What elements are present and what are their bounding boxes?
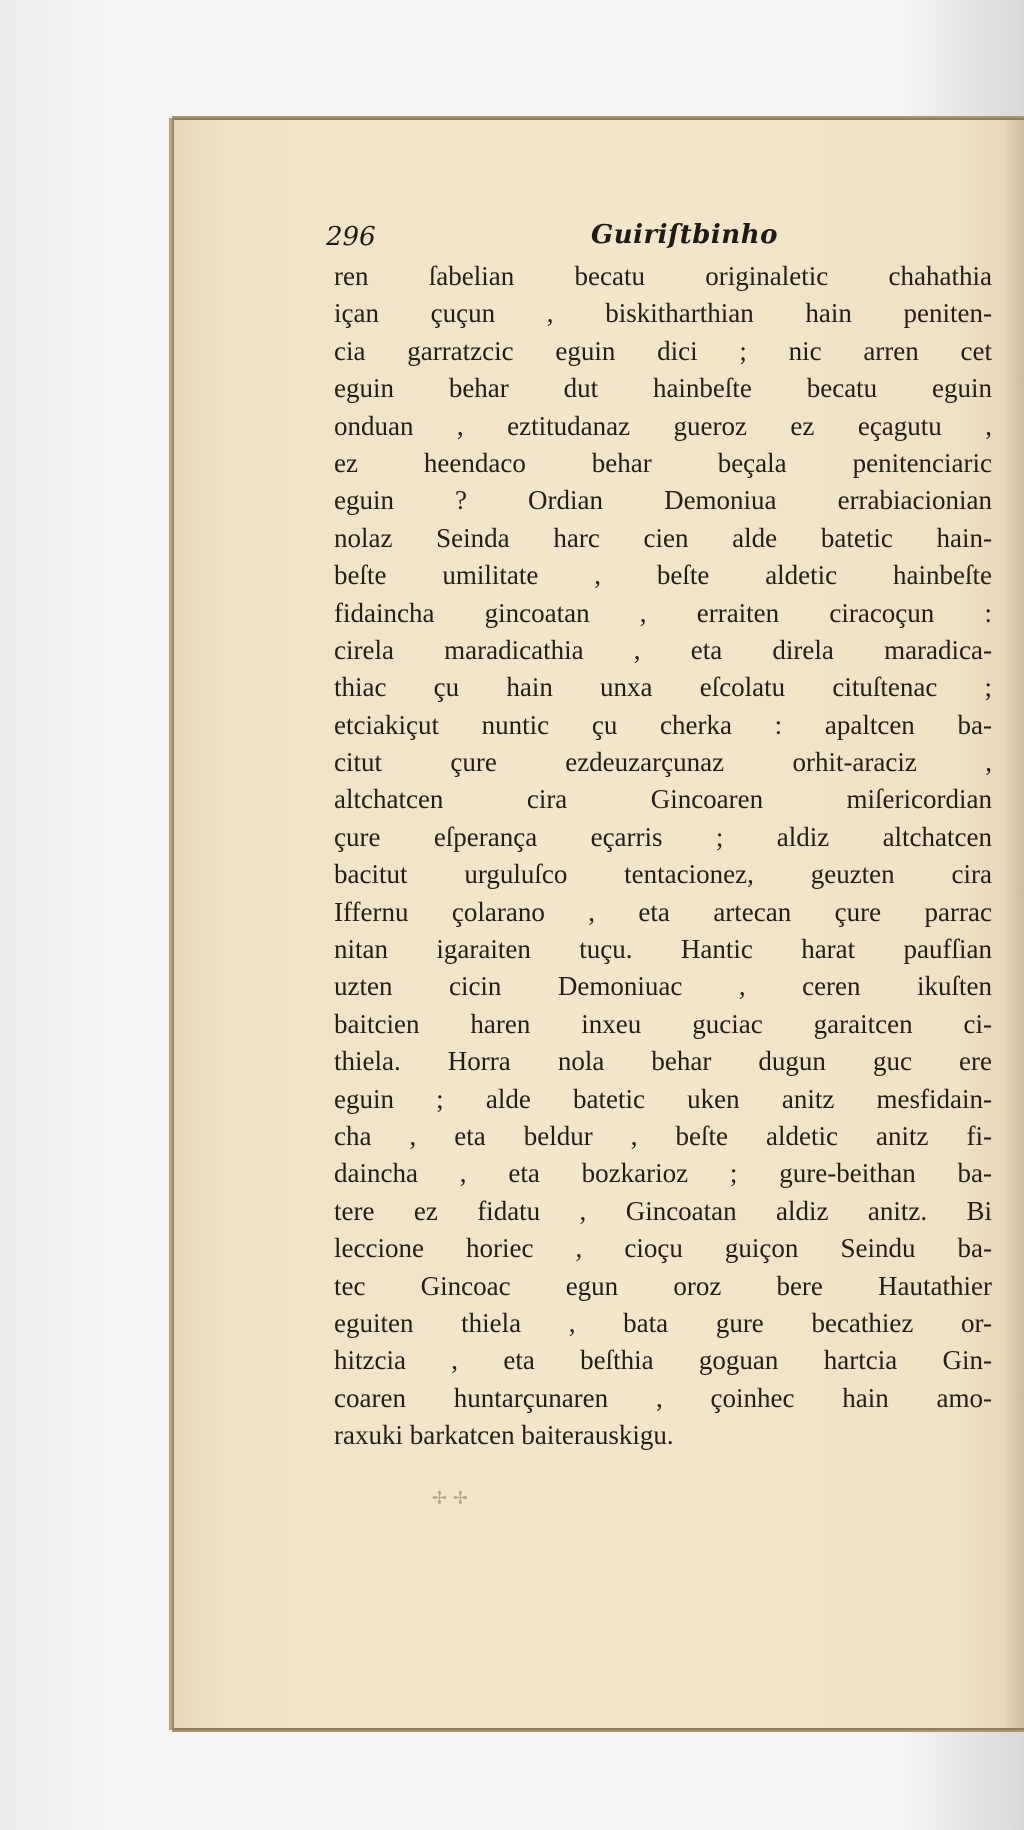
text-line: cirela maradicathia , eta direla maradica- bbox=[334, 634, 992, 665]
text-line: çure eſperança eçarris ; aldiz altchatcen bbox=[334, 821, 992, 852]
text-line: uzten cicin Demoniuac , ceren ikuſten bbox=[334, 971, 992, 1002]
text-line: tec Gincoac egun oroz bere Hautathier bbox=[334, 1270, 992, 1301]
page-number: 296 bbox=[326, 222, 376, 252]
text-line: eguin ; alde batetic uken anitz mesfidain- bbox=[334, 1083, 992, 1114]
text-line: onduan , eztitudanaz gueroz ez eçagutu , bbox=[334, 410, 992, 441]
text-line: eguin behar dut hainbeſte becatu eguin bbox=[334, 373, 992, 404]
text-line: ren ſabelian becatu originaletic chahathia bbox=[334, 261, 992, 291]
text-line: coaren huntarçunaren , çoinhec hain amo- bbox=[334, 1382, 992, 1413]
page-header bbox=[326, 216, 806, 256]
text-line: etciakiçut nuntic çu cherka : apaltcen ba- bbox=[334, 709, 992, 740]
text-line: daincha , eta bozkarioz ; gure-beithan ba- bbox=[334, 1158, 992, 1189]
text-line: bacitut urguluſco tentacionez, geuzten cira bbox=[334, 859, 992, 890]
text-line: ez heendaco behar beçala penitenciaric bbox=[334, 447, 992, 478]
text-line: içan çuçun , biskitharthian hain peniten- bbox=[334, 298, 992, 329]
text-line: altchatcen cira Gincoaren miſericordian bbox=[334, 784, 992, 815]
text-line-last: raxuki barkatcen baiterauskigu. bbox=[334, 1420, 674, 1451]
body-text bbox=[334, 258, 992, 1455]
text-line: baitcien haren inxeu guciac garaitcen ci- bbox=[334, 1008, 992, 1039]
show-through-ornament: ✢ ✢ bbox=[432, 1488, 468, 1509]
text-line: nitan igaraiten tuçu. Hantic harat paufſian bbox=[334, 934, 992, 965]
text-line: cha , eta beldur , beſte aldetic anitz fi- bbox=[334, 1120, 992, 1151]
text-line: leccione horiec , cioçu guiçon Seindu ba- bbox=[334, 1233, 992, 1264]
text-line: nolaz Seinda harc cien alde batetic hain- bbox=[334, 522, 992, 553]
text-line: thiac çu hain unxa eſcolatu cituſtenac ; bbox=[334, 672, 992, 703]
text-line: Iffernu çolarano , eta artecan çure parrac bbox=[334, 896, 992, 927]
text-line: eguiten thiela , bata gure becathiez or- bbox=[334, 1307, 992, 1338]
text-line: citut çure ezdeuzarçunaz orhit-araciz , bbox=[334, 747, 992, 778]
running-title: Guiriſtbinho bbox=[591, 220, 778, 250]
text-line: thiela. Horra nola behar dugun guc ere bbox=[334, 1046, 992, 1077]
page-gutter-shadow bbox=[1004, 120, 1024, 1728]
text-line: eguin ? Ordian Demoniua errabiacionian bbox=[334, 485, 992, 516]
text-line: fidaincha gincoatan , erraiten ciracoçun : bbox=[334, 597, 992, 628]
text-line: cia garratzcic eguin dici ; nic arren cet bbox=[334, 335, 992, 366]
text-line: beſte umilitate , beſte aldetic hainbeſte bbox=[334, 560, 992, 591]
text-line: tere ez fidatu , Gincoatan aldiz anitz. Bi bbox=[334, 1195, 992, 1226]
text-line: hitzcia , eta beſthia goguan hartcia Gin- bbox=[334, 1345, 992, 1376]
